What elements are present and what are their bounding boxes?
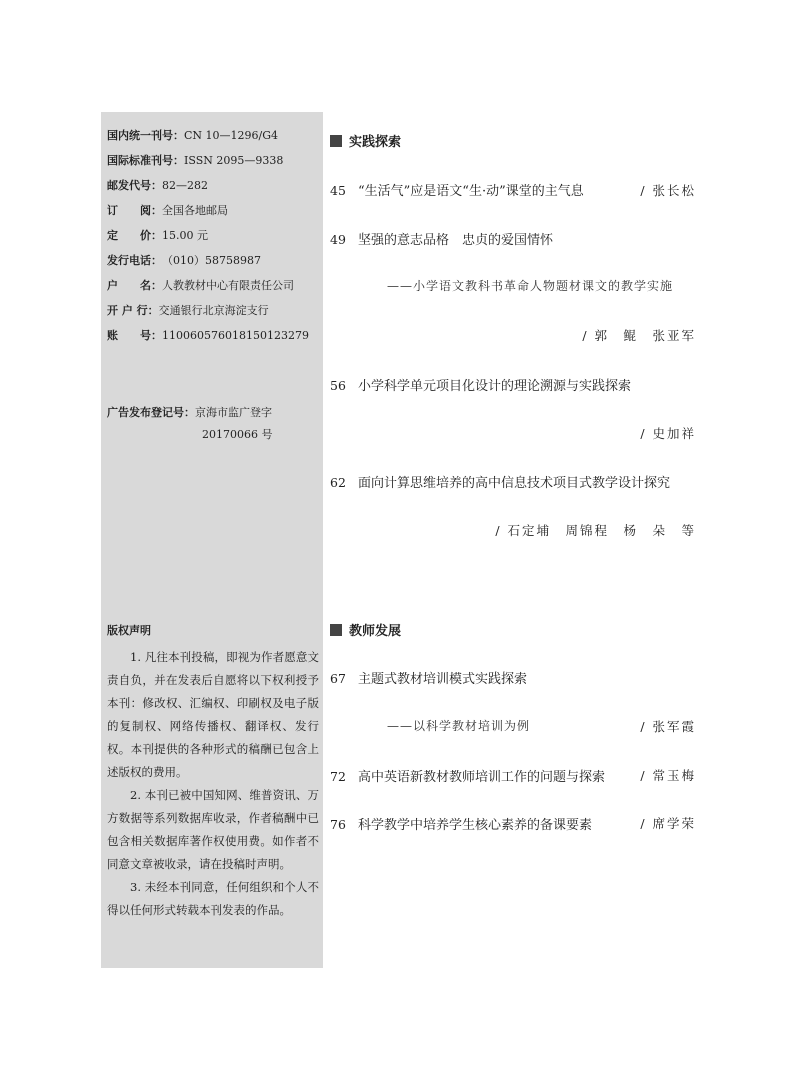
ad-value: 京海市监广登字 xyxy=(195,406,272,419)
copyright-paragraph: 3. 未经本刊同意，任何组织和个人不得以任何形式转载本刊发表的作品。 xyxy=(107,880,319,917)
page-number: 76 xyxy=(330,817,346,832)
article-author: / 史加祥 xyxy=(640,426,696,441)
article-author: / 张长松 xyxy=(640,183,696,198)
info-value: 15.00 元 xyxy=(162,229,208,242)
page-number: 45 xyxy=(330,183,346,198)
info-label: 定 价： xyxy=(107,229,162,242)
page-number: 49 xyxy=(330,232,346,247)
page-number: 56 xyxy=(330,378,346,393)
info-value: 110060576018150123279 xyxy=(162,329,309,342)
info-value: （010）58758987 xyxy=(162,254,261,267)
toc-entry[interactable] xyxy=(330,229,553,248)
ad-label: 广告发布登记号： xyxy=(107,406,195,419)
article-author: / 常玉梅 xyxy=(640,768,696,783)
section-title: 教师发展 xyxy=(349,624,402,639)
info-row-bank xyxy=(107,302,269,318)
info-value: 全国各地邮局 xyxy=(162,204,228,217)
info-label: 账 号： xyxy=(107,329,162,342)
info-label: 户 名： xyxy=(107,279,162,292)
page-number: 62 xyxy=(330,475,346,490)
info-label: 订 阅： xyxy=(107,204,162,217)
toc-entry[interactable] xyxy=(330,375,631,394)
info-row-subscription xyxy=(107,202,228,218)
info-value: ISSN 2095—9338 xyxy=(184,154,284,167)
info-row-postal-code xyxy=(107,177,208,193)
article-author: / 石定埔 周锦程 杨 朵 等 xyxy=(495,523,696,538)
toc-entry[interactable] xyxy=(330,814,592,833)
info-label: 国际标准刊号： xyxy=(107,154,184,167)
ad-value-line2: 20170066 号 xyxy=(202,428,273,441)
article-subtitle: ——以科学教材培训为例 xyxy=(387,719,531,733)
article-title: 主题式教材培训模式实践探索 xyxy=(358,672,528,687)
article-author: / 张军霞 xyxy=(640,719,696,734)
page-number: 72 xyxy=(330,769,346,784)
article-author: / 席学荣 xyxy=(640,816,696,831)
article-title: 小学科学单元项目化设计的理论溯源与实践探索 xyxy=(358,379,632,394)
info-row-issn xyxy=(107,152,283,168)
info-value: 人教教材中心有限责任公司 xyxy=(162,279,294,292)
info-value: CN 10—1296/G4 xyxy=(184,129,279,142)
info-row-account-number xyxy=(107,327,309,343)
copyright-paragraph: 2. 本刊已被中国知网、维普资讯、万方数据等系列数据库收录，作者稿酬中已包含相关数据库著作权使用费。如作者不同意文章被收录，请在投稿时声明。 xyxy=(107,788,319,871)
article-title: 高中英语新教材教师培训工作的问题与探索 xyxy=(358,770,606,785)
info-value: 82—282 xyxy=(162,179,208,192)
info-row-account-name xyxy=(107,277,294,293)
article-title: 科学教学中培养学生核心素养的备课要素 xyxy=(358,818,593,833)
article-title: 面向计算思维培养的高中信息技术项目式教学设计探究 xyxy=(358,476,671,491)
ad-registration xyxy=(107,404,273,441)
section-title: 实践探索 xyxy=(349,135,402,150)
toc-entry[interactable] xyxy=(330,472,670,491)
info-label: 开 户 行： xyxy=(107,304,159,317)
info-label: 国内统一刊号： xyxy=(107,129,184,142)
copyright-notice xyxy=(107,622,319,922)
article-subtitle: ——小学语文教科书革命人物题材课文的教学实施 xyxy=(387,279,674,293)
copyright-title: 版权声明 xyxy=(107,624,151,637)
article-title: 坚强的意志品格 忠贞的爱国情怀 xyxy=(358,233,554,248)
section-header-teacher xyxy=(330,620,401,639)
info-label: 邮发代号： xyxy=(107,179,162,192)
info-row-phone xyxy=(107,252,261,268)
toc-entry[interactable] xyxy=(330,766,605,785)
page-number: 67 xyxy=(330,671,346,686)
toc-entry[interactable] xyxy=(330,180,584,199)
section-square-icon xyxy=(330,135,342,147)
info-value: 交通银行北京海淀支行 xyxy=(158,304,269,317)
section-header-practice xyxy=(330,131,401,150)
toc-entry[interactable] xyxy=(330,668,527,687)
copyright-paragraph: 1. 凡往本刊投稿，即视为作者愿意文责自负，并在发表后自愿将以下权利授予本刊：修改权、汇编权、印刷权及电子版的复制权、网络传播权、翻译权、发行权。本刊提供的各种形式的稿酬已包含上述版权的费用。 xyxy=(107,650,319,779)
info-row-cn xyxy=(107,127,278,143)
section-square-icon xyxy=(330,624,342,636)
info-row-price xyxy=(107,227,208,243)
article-author: / 郭 鲲 张亚军 xyxy=(582,328,696,343)
info-label: 发行电话： xyxy=(107,254,162,267)
article-title: “生活气”应是语文“生·动”课堂的主气息 xyxy=(358,184,584,199)
